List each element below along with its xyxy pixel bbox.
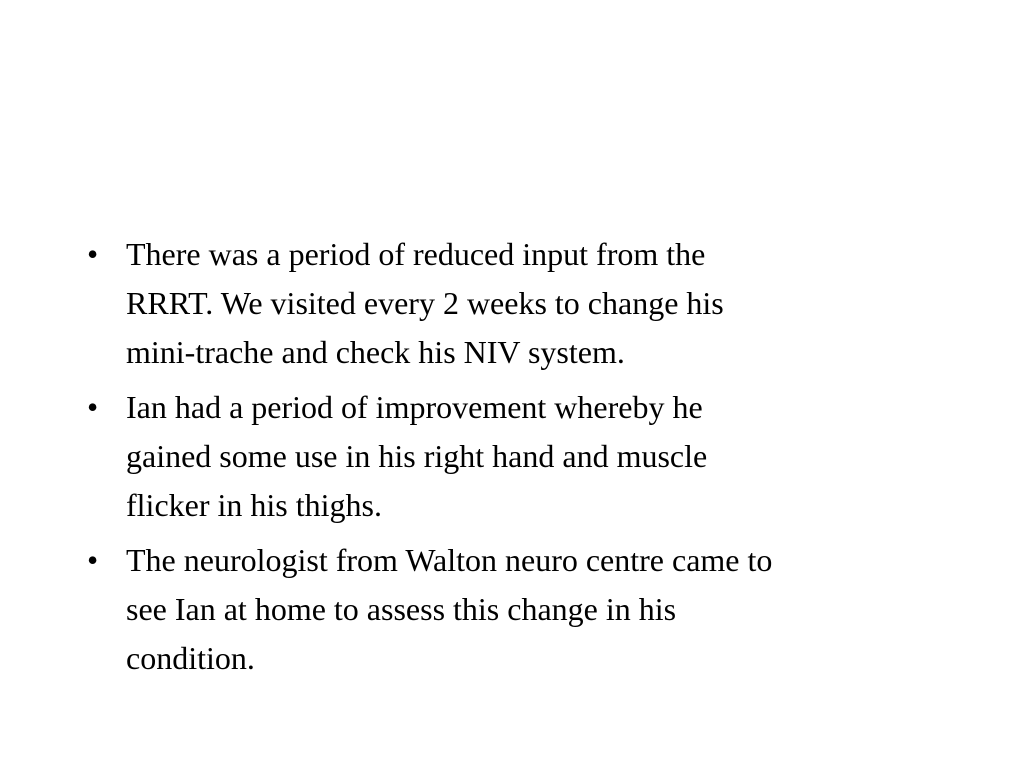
bullet-text-3-line-2: see Ian at home to assess this change in his bbox=[126, 591, 677, 627]
bullet-dot-icon: • bbox=[87, 236, 99, 272]
bullet-text-3-line-3: condition. bbox=[126, 640, 255, 676]
bullet-text-1-line-3: mini-trache and check his NIV system. bbox=[126, 334, 625, 370]
bullet-text-2-line-2: gained some use in his right hand and muscle bbox=[126, 438, 708, 474]
bullet-text-3-line-1: The neurologist from Walton neuro centre came to bbox=[126, 542, 773, 578]
bullet-text-2-line-3: flicker in his thighs. bbox=[126, 487, 382, 523]
bullet-item-3 bbox=[87, 536, 947, 683]
bullet-text-1-line-1: There was a period of reduced input from the bbox=[126, 236, 706, 272]
bullet-text-1-line-2: RRRT. We visited every 2 weeks to change his bbox=[126, 285, 724, 321]
bullet-dot-icon: • bbox=[87, 542, 99, 578]
bullet-list bbox=[87, 230, 947, 689]
bullet-dot-icon: • bbox=[87, 389, 99, 425]
bullet-text-2-line-1: Ian had a period of improvement whereby he bbox=[126, 389, 703, 425]
bullet-item-2 bbox=[87, 383, 947, 530]
bullet-item-1 bbox=[87, 230, 947, 377]
